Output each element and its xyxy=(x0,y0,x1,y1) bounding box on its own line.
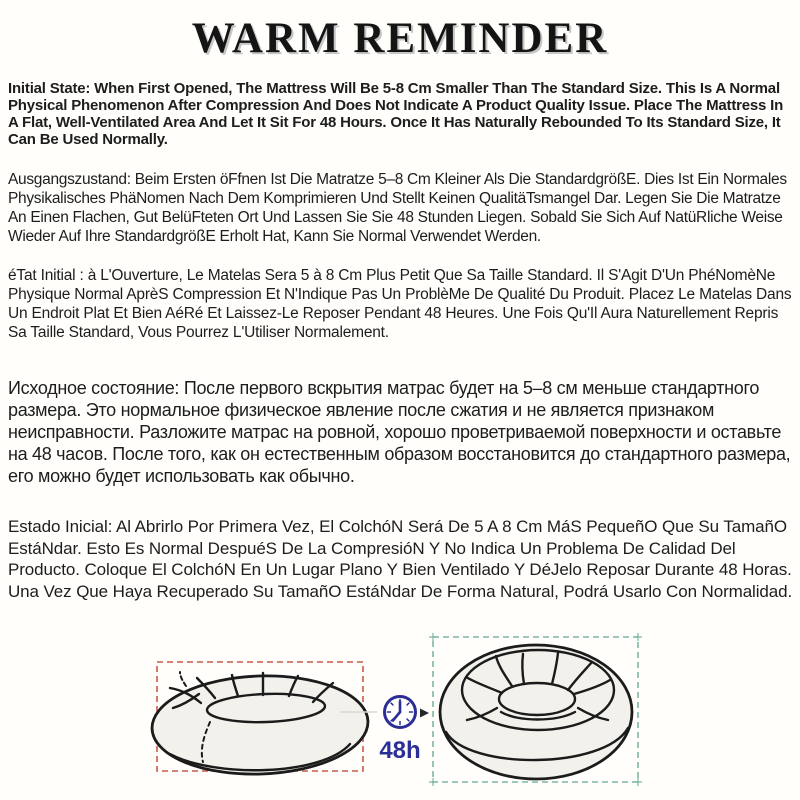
expanded-bed-illustration xyxy=(440,645,632,779)
compressed-bed-illustration xyxy=(150,672,369,778)
page-title: WARM REMINDER xyxy=(191,15,609,62)
paragraph-russian: Исходное состояние: После первого вскрытия матрас будет на 5–8 см меньше стандартного размера. Это нормальное физическое явление после сжатия и не является признаком неисправности. Разложите матрас на ровной, хорошо проветриваемой поверхности и оставьте на 48 часов. После того, как он естественным образом восстановится до стандартного размера, его можно будет использовать как обычно. xyxy=(8,378,791,486)
duration-label: 48h xyxy=(379,737,421,764)
paragraph-french: éTat Initial : à L'Ouverture, Le Matelas Sera 5 à 8 Cm Plus Petit Que Sa Taille Standard. Il S'Agit D'Un PhéNomèNe Physique Normal AprèS Compression Et N'Indique Pas Un ProblèMe De Qualité Du Produit. Placez Le Matelas Dans Un Endroit Plat Et Bien AéRé Et Laissez-Le Reposer Pendant 48 Heures. Une Fois Qu'Il Aura Naturellement Repris Sa Taille Standard, Vous Pourrez L'Utiliser Normalement. xyxy=(8,267,792,341)
rebound-illustration xyxy=(0,628,800,800)
paragraph-spanish: Estado Inicial: Al Abrirlo Por Primera Vez, El ColchóN Será De 5 A 8 Cm MáS PequeñO Que Su TamañO EstáNdar. Esto Es Normal DespuéS De La CompresióN Y No Indica Un Problema De Calidad Del Producto. Coloque El ColchóN En Un Lugar Plano Y Bien Ventilado Y DéJelo Reposar Durante 48 Horas. Una Vez Que Haya Recuperado Su TamañO EstáNdar De Forma Natural, Podrá Usarlo Con Normalidad. xyxy=(8,517,793,601)
paragraph-german: Ausgangszustand: Beim Ersten öFfnen Ist Die Matratze 5–8 Cm Kleiner Als Die StandardgrößE. Dies Ist Ein Normales Physikalisches PhäNomen Nach Dem Komprimieren Und Stellt Keinen QualitäTsmangel Dar. Legen Sie Die Matratze An Einen Flachen, Gut BelüFteten Ort Und Lassen Sie Sie 48 Stunden Liegen. Sobald Sie Sich Auf NatüRliche Weise Wieder Auf Ihre StandardgrößE Erholt Hat, Kann Sie Normal Verwendet Werden. xyxy=(8,171,787,245)
right-arrow-icon xyxy=(420,709,429,718)
paragraph-english: Initial State: When First Opened, The Mattress Will Be 5-8 Cm Smaller Than The Standard Size. This Is A Normal Physical Phenomenon After Compression And Does Not Indicate A Product Quality Issue. Place The Mattress In A Flat, Well-Ventilated Area And Let It Sit For 48 Hours. Once It Has Naturally Rebounded To Its Standard Size, It Can Be Used Normally. xyxy=(8,80,784,148)
clock-icon xyxy=(385,697,416,728)
